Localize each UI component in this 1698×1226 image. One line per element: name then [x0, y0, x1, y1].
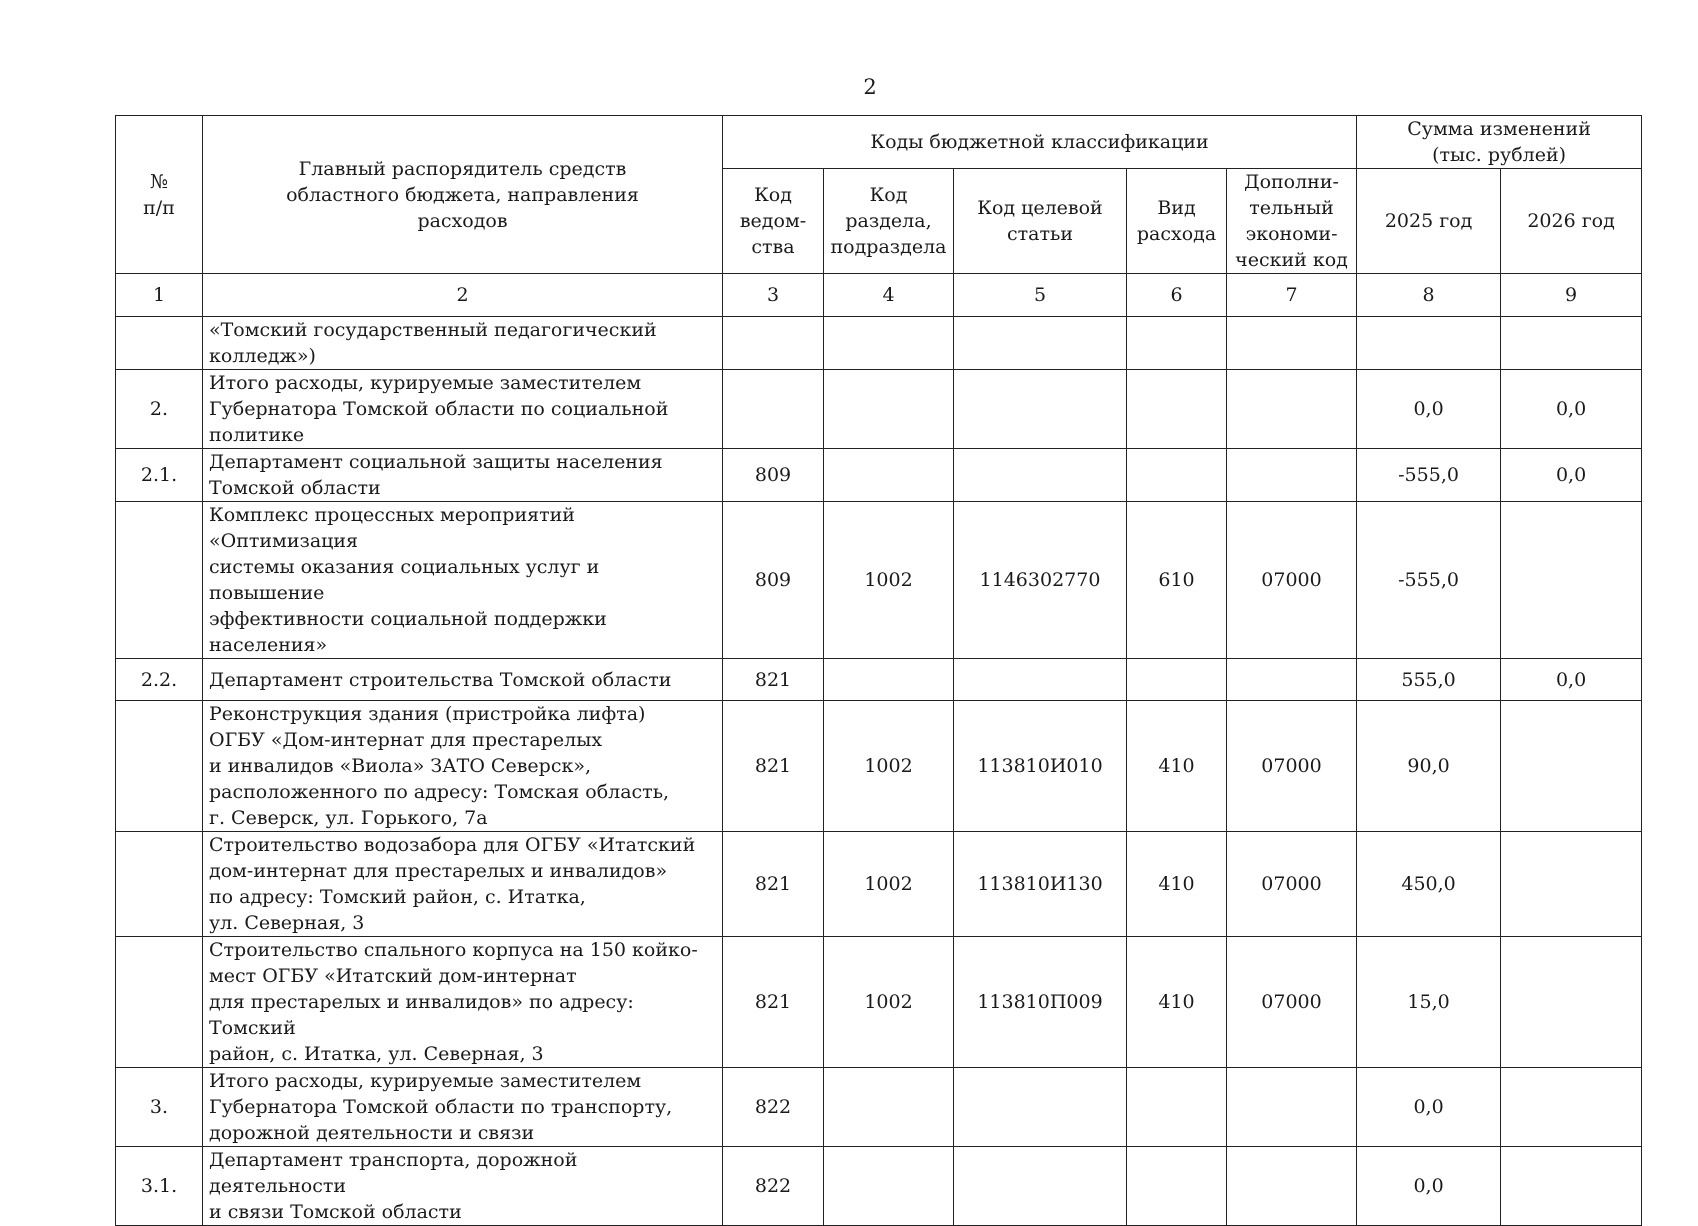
row-sum-2025: 0,0 — [1357, 370, 1501, 449]
row-code-extra: 07000 — [1227, 937, 1357, 1068]
row-code-dept: 821 — [723, 832, 824, 937]
column-number: 9 — [1501, 274, 1642, 317]
row-number — [116, 701, 203, 832]
header-year-2025: 2025 год — [1357, 169, 1501, 274]
row-code-type — [1127, 317, 1227, 370]
row-code-type: 610 — [1127, 502, 1227, 659]
row-code-extra — [1227, 1068, 1357, 1147]
row-code-target: 113810И010 — [954, 701, 1127, 832]
header-code-section: Код раздела, подраздела — [824, 169, 954, 274]
row-code-extra — [1227, 1147, 1357, 1226]
table-row — [116, 317, 1642, 370]
row-code-type — [1127, 1068, 1227, 1147]
row-sum-2026 — [1501, 701, 1642, 832]
row-name: Строительство спального корпуса на 150 койко- мест ОГБУ «Итатский дом-интернат для престарелых и инвалидов» по адресу: Томский район, с. Итатка, ул. Северная, 3 — [203, 937, 723, 1068]
row-code-target — [954, 370, 1127, 449]
column-number: 5 — [954, 274, 1127, 317]
row-name: «Томский государственный педагогический колледж») — [203, 317, 723, 370]
row-sum-2025: 450,0 — [1357, 832, 1501, 937]
row-code-section — [824, 317, 954, 370]
row-sum-2025: 15,0 — [1357, 937, 1501, 1068]
row-number — [116, 937, 203, 1068]
row-sum-2026 — [1501, 832, 1642, 937]
column-number: 6 — [1127, 274, 1227, 317]
row-number — [116, 832, 203, 937]
table-row — [116, 832, 1642, 937]
row-code-section: 1002 — [824, 832, 954, 937]
row-code-target: 1146302770 — [954, 502, 1127, 659]
row-code-target — [954, 1147, 1127, 1226]
row-code-extra: 07000 — [1227, 832, 1357, 937]
header-code-dept: Код ведом- ства — [723, 169, 824, 274]
row-number: 2.1. — [116, 449, 203, 502]
row-name: Итого расходы, курируемые заместителем Губернатора Томской области по транспорту, дорожной деятельности и связи — [203, 1068, 723, 1147]
row-code-section: 1002 — [824, 937, 954, 1068]
row-code-dept: 822 — [723, 1147, 824, 1226]
table-row — [116, 659, 1642, 701]
column-number: 2 — [203, 274, 723, 317]
row-name: Департамент строительства Томской области — [203, 659, 723, 701]
column-number: 8 — [1357, 274, 1501, 317]
row-code-extra — [1227, 659, 1357, 701]
column-number: 3 — [723, 274, 824, 317]
table-row — [116, 502, 1642, 659]
row-number — [116, 502, 203, 659]
row-sum-2026: 0,0 — [1501, 659, 1642, 701]
row-number: 3. — [116, 1068, 203, 1147]
row-number: 2. — [116, 370, 203, 449]
header-row-group — [116, 116, 1642, 169]
column-number: 4 — [824, 274, 954, 317]
header-name: Главный распорядитель средств областного бюджета, направления расходов — [203, 116, 723, 274]
header-sum-group: Сумма изменений (тыс. рублей) — [1357, 116, 1642, 169]
header-code-type: Вид расхода — [1127, 169, 1227, 274]
table-row — [116, 1068, 1642, 1147]
row-name: Строительство водозабора для ОГБУ «Итатский дом-интернат для престарелых и инвалидов» по адресу: Томский район, с. Итатка, ул. Северная, 3 — [203, 832, 723, 937]
row-code-dept: 809 — [723, 449, 824, 502]
row-number — [116, 317, 203, 370]
header-num: № п/п — [116, 116, 203, 274]
table-row — [116, 370, 1642, 449]
row-number: 2.2. — [116, 659, 203, 701]
row-code-dept: 821 — [723, 659, 824, 701]
row-sum-2025: -555,0 — [1357, 502, 1501, 659]
row-sum-2025: -555,0 — [1357, 449, 1501, 502]
column-number-row — [116, 274, 1642, 317]
row-code-target: 113810И130 — [954, 832, 1127, 937]
row-code-target — [954, 659, 1127, 701]
row-code-type — [1127, 1147, 1227, 1226]
row-name: Итого расходы, курируемые заместителем Губернатора Томской области по социальной политике — [203, 370, 723, 449]
row-code-type: 410 — [1127, 701, 1227, 832]
row-code-section: 1002 — [824, 502, 954, 659]
row-number: 3.1. — [116, 1147, 203, 1226]
row-code-extra — [1227, 449, 1357, 502]
row-code-dept: 822 — [723, 1068, 824, 1147]
budget-changes-table — [115, 115, 1642, 1226]
row-code-dept: 809 — [723, 502, 824, 659]
row-code-section — [824, 1068, 954, 1147]
row-code-dept: 821 — [723, 937, 824, 1068]
row-code-dept — [723, 317, 824, 370]
row-code-type: 410 — [1127, 937, 1227, 1068]
header-code-target: Код целевой статьи — [954, 169, 1127, 274]
row-sum-2026: 0,0 — [1501, 370, 1642, 449]
row-code-section — [824, 449, 954, 502]
row-code-target — [954, 1068, 1127, 1147]
row-code-dept: 821 — [723, 701, 824, 832]
row-code-target — [954, 317, 1127, 370]
header-codes-group: Коды бюджетной классификации — [723, 116, 1357, 169]
page-number: 2 — [863, 75, 877, 99]
row-sum-2025: 0,0 — [1357, 1147, 1501, 1226]
column-number: 7 — [1227, 274, 1357, 317]
row-code-extra: 07000 — [1227, 701, 1357, 832]
table-row — [116, 937, 1642, 1068]
table-row — [116, 1147, 1642, 1226]
row-name: Департамент социальной защиты населения Томской области — [203, 449, 723, 502]
row-sum-2025 — [1357, 317, 1501, 370]
row-name: Реконструкция здания (пристройка лифта) ОГБУ «Дом-интернат для престарелых и инвалидов «Виола» ЗАТО Северск», расположенного по адресу: Томская область, г. Северск, ул. Горького, 7а — [203, 701, 723, 832]
row-sum-2025: 555,0 — [1357, 659, 1501, 701]
row-code-type — [1127, 370, 1227, 449]
row-sum-2026 — [1501, 1068, 1642, 1147]
row-code-target — [954, 449, 1127, 502]
row-sum-2026 — [1501, 317, 1642, 370]
row-sum-2025: 0,0 — [1357, 1068, 1501, 1147]
row-code-section — [824, 1147, 954, 1226]
row-sum-2025: 90,0 — [1357, 701, 1501, 832]
row-code-section — [824, 659, 954, 701]
row-sum-2026 — [1501, 937, 1642, 1068]
row-name: Комплекс процессных мероприятий «Оптимизация системы оказания социальных услуг и повышение эффективности социальной поддержки населения» — [203, 502, 723, 659]
row-code-extra — [1227, 370, 1357, 449]
row-sum-2026 — [1501, 502, 1642, 659]
header-year-2026: 2026 год — [1501, 169, 1642, 274]
row-code-target: 113810П009 — [954, 937, 1127, 1068]
row-code-dept — [723, 370, 824, 449]
column-number: 1 — [116, 274, 203, 317]
row-code-extra: 07000 — [1227, 502, 1357, 659]
header-code-extra: Дополни- тельный экономи- ческий код — [1227, 169, 1357, 274]
row-code-section — [824, 370, 954, 449]
row-sum-2026 — [1501, 1147, 1642, 1226]
row-code-section: 1002 — [824, 701, 954, 832]
table-row — [116, 449, 1642, 502]
table-row — [116, 701, 1642, 832]
row-code-extra — [1227, 317, 1357, 370]
row-code-type: 410 — [1127, 832, 1227, 937]
row-code-type — [1127, 659, 1227, 701]
row-sum-2026: 0,0 — [1501, 449, 1642, 502]
row-code-type — [1127, 449, 1227, 502]
row-name: Департамент транспорта, дорожной деятельности и связи Томской области — [203, 1147, 723, 1226]
